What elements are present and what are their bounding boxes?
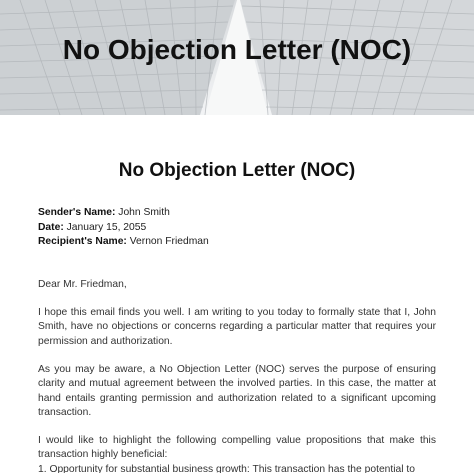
sender-value: John Smith [118,207,170,218]
paragraph: I hope this email finds you well. I am writing to you today to formally state that I, John Smith, have no objections or concerns regarding a particular matter that requires your permission and authorization. [38,307,436,347]
recipient-value: Vernon Friedman [129,236,209,247]
paragraph: I would like to highlight the following compelling value propositions that make this transaction highly beneficial: [38,435,436,461]
recipient-label: Recipient's Name: [38,236,127,247]
sender-row [38,206,209,221]
document-title: No Objection Letter (NOC) [118,160,356,181]
paragraph: As you may be aware, a No Objection Letter (NOC) serves the purpose of ensuring clarity and mutual agreement between the involved parties. In this case, the matter at hand entails granting permission and authorization related to a significant upcoming transaction. [38,364,436,419]
salutation: Dear Mr. Friedman, [38,279,127,290]
date-value: January 15, 2055 [66,221,147,233]
banner-title: No Objection Letter (NOC) [62,34,412,65]
date-label: Date: [38,221,64,233]
list-item: 1. Opportunity for substantial business growth: This transaction has the potential to [38,464,416,473]
header-banner [0,0,474,115]
recipient-row [38,235,209,250]
date-row [38,221,209,236]
sender-label: Sender's Name: [38,207,116,218]
letter-details [38,206,209,250]
